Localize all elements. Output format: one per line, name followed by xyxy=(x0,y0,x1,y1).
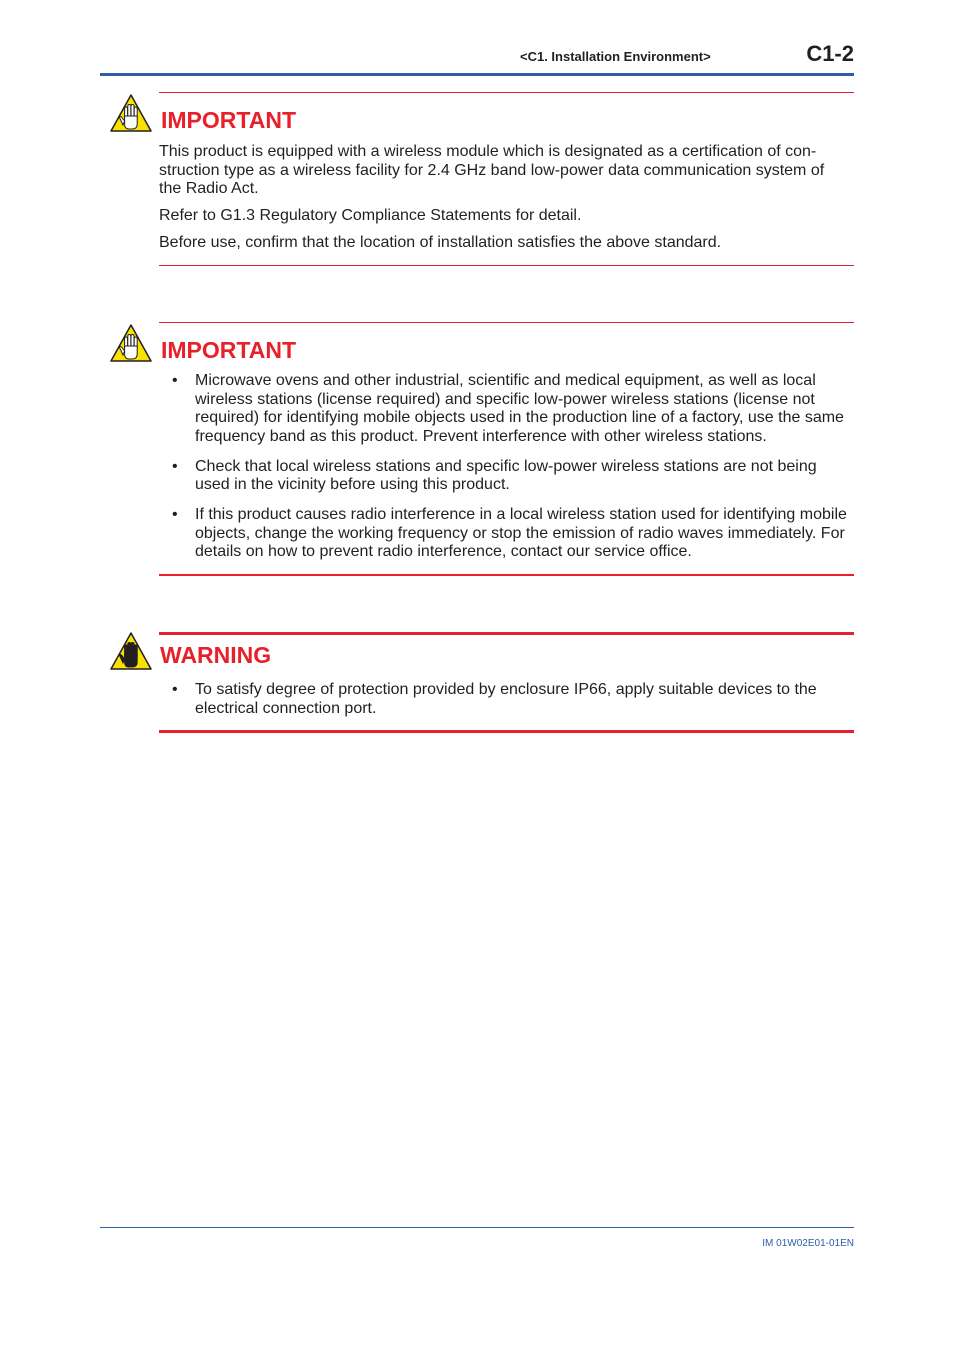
bullet-marker: • xyxy=(172,372,178,389)
list-item xyxy=(159,681,854,718)
notice-title: WARNING xyxy=(160,642,272,668)
notice-paragraph: Before use, confirm that the location of installation satisfies the above standard. xyxy=(159,234,722,251)
notice-title: IMPORTANT xyxy=(161,337,297,363)
list-item-text: Microwave ovens and other industrial, scientific and medical equipment, as well as local wireless stations (license required) and specific low-power wireless stations (license not required) for identifying mobile objects used in the production line of a factory, use the same frequency band as this product. Prevent interference with other wireless stations. xyxy=(195,372,844,445)
important-notice-2 xyxy=(159,322,854,578)
notice-top-rule xyxy=(159,322,854,323)
notice-bullet-list xyxy=(159,681,854,730)
header-section-title: <C1. Installation Environment> xyxy=(520,49,711,64)
important-hand-icon xyxy=(110,324,152,362)
list-item xyxy=(159,458,854,495)
header-divider xyxy=(100,73,854,76)
warning-hand-icon xyxy=(110,632,152,670)
list-item-text: Check that local wireless stations and specific low-power wireless stations are not being used in the vicinity before using this product. xyxy=(195,457,817,493)
bullet-marker: • xyxy=(172,457,178,475)
notice-top-rule xyxy=(159,92,854,93)
notice-title: IMPORTANT xyxy=(161,107,297,133)
notice-paragraph: Refer to G1.3 Regulatory Compliance Statements for detail. xyxy=(159,207,582,224)
notice-bottom-rule xyxy=(159,265,854,266)
list-item-text: To satisfy degree of protection provided by enclosure IP66, apply suitable devices to the electrical connection port. xyxy=(195,681,817,717)
notice-bullet-list xyxy=(159,372,854,573)
document-number: IM 01W02E01-01EN xyxy=(762,1238,854,1249)
notice-paragraph: This product is equipped with a wireless module which is designated as a certification of con-struction type as a wireless facility for 2.4 GHz band low-power data communication system of the Radio Act. xyxy=(159,143,825,197)
list-item xyxy=(159,372,854,446)
list-item-text: If this product causes radio interference in a local wireless station used for identifying mobile objects, change the working frequency or stop the emission of radio waves immediately. For details on how to prevent radio interference, contact our service office. xyxy=(195,506,847,560)
notice-top-rule xyxy=(159,632,854,635)
notice-bottom-rule xyxy=(159,574,854,576)
important-notice-1 xyxy=(159,92,854,267)
important-hand-icon xyxy=(110,94,152,132)
bullet-marker: • xyxy=(172,506,178,523)
list-item xyxy=(159,506,854,562)
notice-bottom-rule xyxy=(159,730,854,733)
page-number: C1-2 xyxy=(806,41,854,66)
bullet-marker: • xyxy=(172,681,178,698)
footer-divider xyxy=(100,1227,854,1228)
warning-notice xyxy=(159,632,854,734)
